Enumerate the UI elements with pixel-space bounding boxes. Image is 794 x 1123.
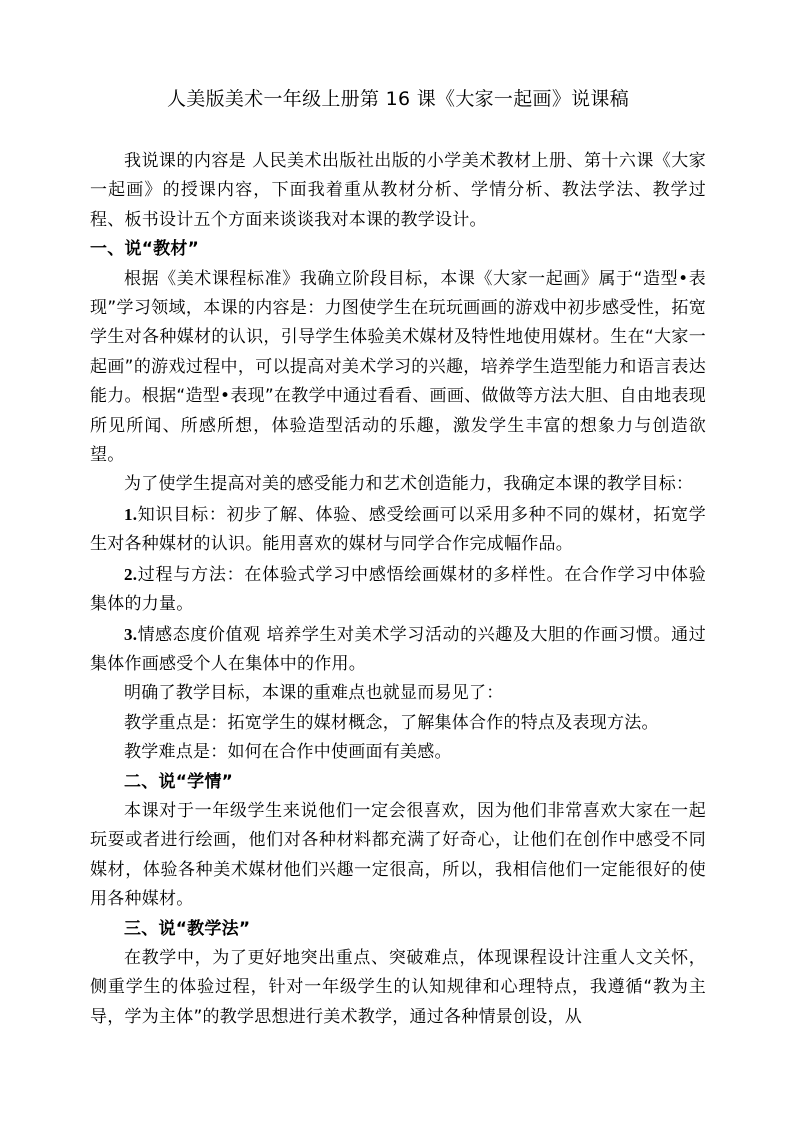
section-heading-methods: 三、说“教学法”	[124, 918, 251, 939]
goal-number: 1.	[124, 504, 138, 524]
key-point: 教学重点是：拓宽学生的媒材概念，了解集体合作的特点及表现方法。	[124, 712, 659, 733]
goal-knowledge	[90, 500, 706, 560]
goal-text: 情感态度价值观 培养学生对美术学习活动的兴趣及大胆的作画习惯。通过集体作画感受个人在集体中的作用。	[90, 624, 706, 674]
goal-number: 2.	[124, 564, 138, 584]
goals-intro-paragraph: 为了使学生提高对美的感受能力和艺术创造能力，我确定本课的教学目标：	[124, 474, 694, 495]
goal-number: 3.	[124, 624, 138, 644]
difficult-point: 教学难点是：如何在合作中使画面有美感。	[124, 742, 452, 763]
key-points-intro: 明确了教学目标，本课的重难点也就显而易见了：	[124, 683, 504, 704]
document-body	[90, 86, 706, 1032]
document-title: 人美版美术一年级上册第 16 课《大家一起画》说课稿	[166, 88, 630, 110]
intro-paragraph: 我说课的内容是 人民美术出版社出版的小学美术教材上册、第十六课《大家一起画》的授课内容，下面我着重从教材分析、学情分析、教法学法、教学过程、板书设计五个方面来谈谈我对本课的教学设计。	[90, 151, 706, 230]
goal-process	[90, 560, 706, 620]
section-heading-students: 二、说“学情”	[124, 771, 234, 792]
methods-paragraph: 在教学中，为了更好地突出重点、突破难点，体现课程设计注重人文关怀，侧重学生的体验过程，针对一年级学生的认知规律和心理特点，我遵循“教为主导，学为主体”的教学思想进行美术教学，通过各种情景创设，从	[90, 947, 706, 1027]
goal-emotion	[90, 620, 706, 680]
goal-text: 知识目标：初步了解、体验、感受绘画可以采用多种不同的媒材，拓宽学生对各种媒材的认识。能用喜欢的媒材与同学合作完成幅作品。	[90, 504, 706, 555]
textbook-paragraph: 根据《美术课程标准》我确立阶段目标，本课《大家一起画》属于“造型•表现”学习领域，本课的内容是：力图使学生在玩玩画画的游戏中初步感受性，拓宽学生对各种媒材的认识，引导学生体验美术媒材及特性地使用媒材。生在“大家一起画”的游戏过程中，可以提高对美术学习的兴趣，培养学生造型能力和语言表达能力。根据“造型•表现”在教学中通过看看、画画、做做等方法大胆、自由地表现所见所闻、所感所想，体验造型活动的乐趣，激发学生丰富的想象力与创造欲望。	[90, 268, 706, 466]
section-heading-textbook: 一、说“教材”	[90, 239, 200, 260]
students-paragraph: 本课对于一年级学生来说他们一定会很喜欢，因为他们非常喜欢大家在一起玩耍或者进行绘画，他们对各种材料都充满了好奇心，让他们在创作中感受不同媒材，体验各种美术媒材他们兴趣一定很高，所以，我相信他们一定能很好的使用各种媒材。	[90, 800, 706, 910]
goal-text: 过程与方法：在体验式学习中感悟绘画媒材的多样性。在合作学习中体验集体的力量。	[90, 564, 706, 615]
